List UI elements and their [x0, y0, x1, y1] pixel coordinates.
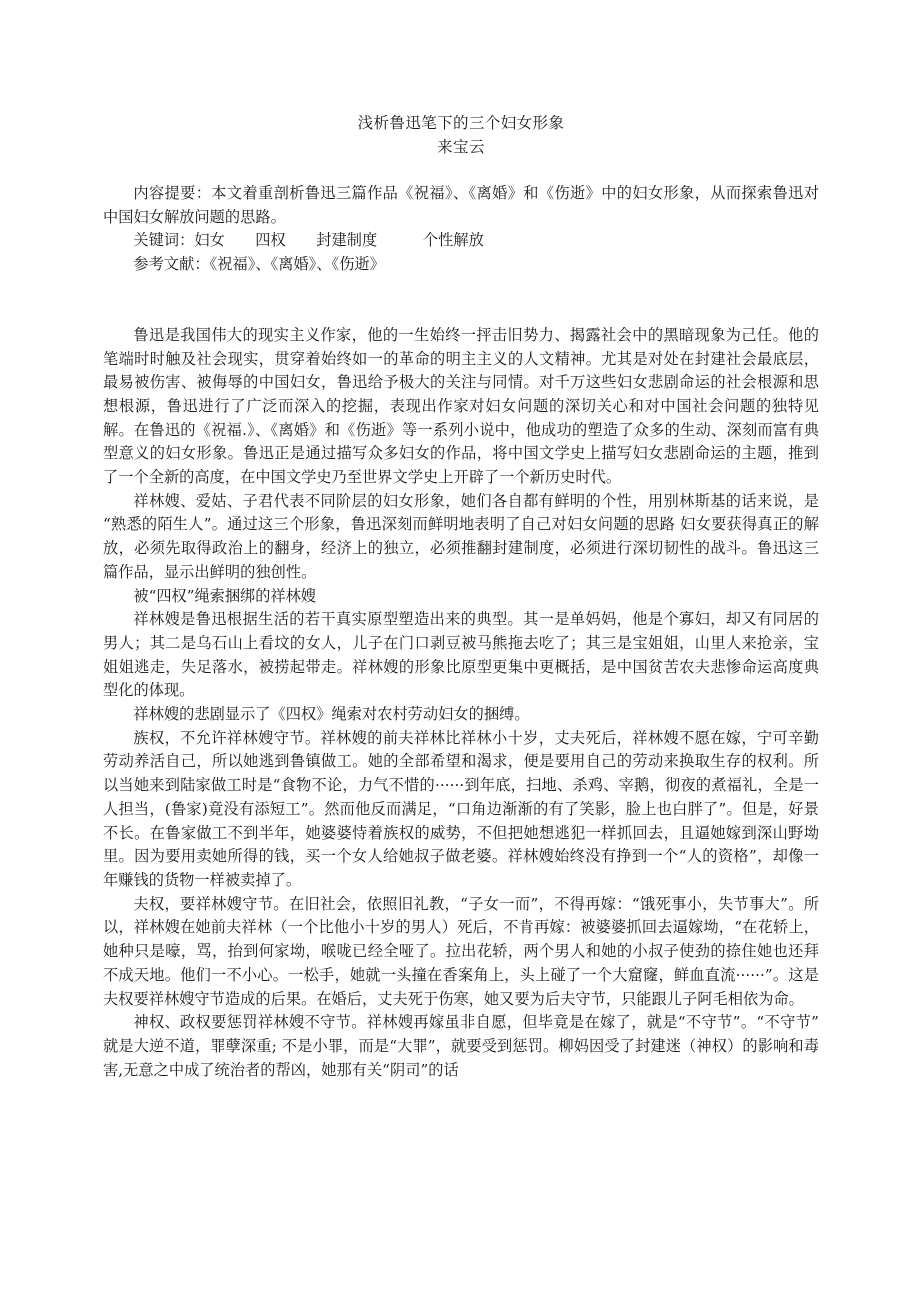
intro-paragraph: 鲁迅是我国伟大的现实主义作家，他的一生始终一抨击旧势力、揭露社会中的黑暗现象为己任。他的笔端时时触及社会现实，贯穿着始终如一的革命的明主主义的人文精神。尤其是对处在封建社会最底层，最易被伤害、被侮辱的中国妇女，鲁迅给予极大的关注与同情。对千万这些妇女悲剧命运的社会根源和思想根源，鲁迅进行了广泛而深入的挖掘，表现出作家对妇女问题的深切关心和对中国社会问题的独特见解。在鲁迅的《祝福.》、《离婚》和《伤逝》等一系列小说中，他成功的塑造了众多的生动、深刻而富有典型意义的妇女形象。鲁迅正是通过描写众多妇女的作品，将中国文学史上描写妇女悲剧命运的主题，推到了一个全新的高度，在中国文学史乃至世界文学史上开辟了一个新历史时代。: [103, 325, 819, 487]
divine-political-power-paragraph: 神权、政权要惩罚祥林嫂不守节。祥林嫂再嫁虽非自愿，但毕竟是在嫁了，就是“不守节”。“不守节”就是大逆不道，罪孽深重; 不是小罪，而是“大罪”，就要受到惩罚。柳妈因受了封建迷（神权）的影响和毒害,无意之中成了统治者的帮凶，她那有关“阴司”的话: [103, 1013, 819, 1079]
document-author: 来宝云: [437, 137, 485, 156]
document-content-column: [103, 0, 819, 1082]
abstract-keywords: 关键词：妇女 四权 封建制度 个性解放: [133, 231, 484, 250]
tragedy-paragraph: 祥林嫂的悲剧显示了《四权》绳索对农村劳动妇女的捆缚。: [133, 705, 530, 724]
body-block: [103, 324, 819, 1083]
section-heading-xianglinsao: 被“四权”绳索捆绑的祥林嫂: [133, 586, 316, 605]
page-title: 浅析鲁迅笔下的三个妇女形象: [357, 114, 565, 132]
abstract-block: [103, 182, 819, 277]
abstract-references: 参考文献：《祝福》、《离婚》、《伤逝》: [133, 255, 385, 274]
three-images-paragraph: 祥林嫂、爱姑、子君代表不同阶层的妇女形象，她们各自都有鲜明的个性，用别林斯基的话来说，是“熟悉的陌生人”。通过这三个形象，鲁迅深刻而鲜明地表明了自己对妇女问题的思路 妇女要获得真正的解放，必须先取得政治上的翻身，经济上的独立，必须推翻封建制度，必须进行深切韧性的战斗。鲁迅这三篇作品，显示出鲜明的独创性。: [103, 491, 819, 581]
clan-power-paragraph: 族权，不允许祥林嫂守节。祥林嫂的前夫祥林比祥林小十岁，丈夫死后，祥林嫂不愿在嫁，宁可辛勤劳动养活自己，所以她逃到鲁镇做工。她的全部希望和渴求，便是要用自己的劳动来换取生存的权利。所以当她来到陆家做工时是“食物不论，力气不惜的······到年底，扫地、杀鸡、宰鹅，彻夜的煮福礼，全是一人担当，(鲁家)竟没有添短工”。然而他反而满足，“口角边渐渐的有了笑影，脸上也白胖了”。但是，好景不长。在鲁家做工不到半年，她婆婆恃着族权的威势，不但把她想逃犯一样抓回去，且逼她嫁到深山野坳里。因为要用卖她所得的钱，买一个女人给她叔子做老婆。祥林嫂始终没有挣到一个“人的资格”，却像一年赚钱的货物一样被卖掉了。: [103, 728, 819, 889]
title-block: [103, 0, 819, 159]
husband-power-paragraph: 夫权，要祥林嫂守节。在旧社会，依照旧礼教，“子女一而”，不得再嫁：“饿死事小，失节事大”。所以，祥林嫂在她前夫祥林（一个比他小十岁的男人）死后，不肯再嫁：被婆婆抓回去逼嫁坳，“在花轿上，她种只是嚎，骂，抬到何家坳，喉咙已经全哑了。拉出花轿，两个男人和她的小叔子使劲的捺住她也还拜不成天地。他们一不小心。一松手，她就一头撞在香案角上，头上碰了一个大窟窿，鲜血直流······”。这是夫权要祥林嫂守节造成的后果。在婚后，丈夫死于伤寒，她又要为后夫守节，只能跟儿子阿毛相依为命。: [103, 894, 819, 1008]
abstract-summary: 内容提要：本文着重剖析鲁迅三篇作品《祝福》、《离婚》和《伤逝》中的妇女形象，从而探索鲁迅对中国妇女解放问题的思路。: [103, 184, 819, 226]
prototype-paragraph: 祥林嫂是鲁迅根据生活的若干真实原型塑造出来的典型。其一是单妈妈，他是个寡妇，却又有同居的男人；其二是乌石山上看坟的女人，儿子在门口剥豆被马熊拖去吃了；其三是宝姐姐，山里人来抢亲，宝姐姐逃走，失足落水，被捞起带走。祥林嫂的形象比原型更集中更概括，是中国贫苦农夫悲惨命运高度典型化的体现。: [103, 610, 819, 700]
